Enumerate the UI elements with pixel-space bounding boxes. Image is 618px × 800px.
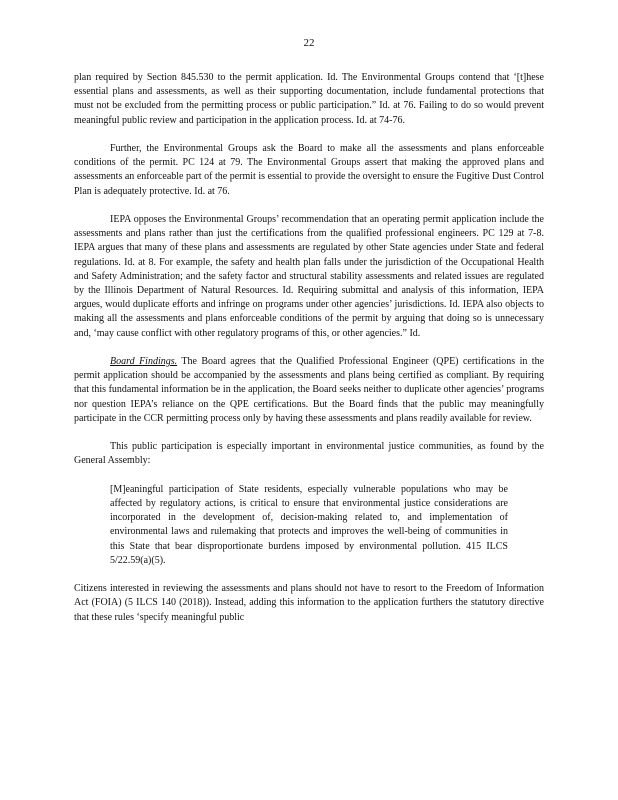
paragraph-4-text: The Board agrees that the Qualified Professional Engineer (QPE) certifications in the permit application should be accompanied by the assessments and plans being certified as compliant. By requiring that this fundamental information be in the application, the Board seeks neither to duplicate other agencies’ programs nor question IEPA’s reliance on the QPE certifications. But the Board finds that the public may meaningfully participate in the CCR permitting process only by having these assessments and plans readily available for review. <box>74 356 545 424</box>
paragraph-1: plan required by Section 845.530 to the permit application. Id. The Environmental Groups contend that ‘[t]hese essential plans and assessments, as well as their supporting documentation, include fundamental protections that must not be excluded from the permitting process or public participation.” Id. at 76. Failing to do so would prevent meaningful public review and participation in the application process. Id. at 74-76. <box>74 72 544 126</box>
page-number: 22 <box>303 37 315 49</box>
paragraph-2: Further, the Environmental Groups ask the Board to make all the assessments and plans enforceable conditions of the permit. PC 124 at 79. The Environmental Groups assert that making the approved plans and assessments an enforceable part of the permit is essential to provide the oversight to ensure the Fugitive Dust Control Plan is adequately protective. Id. at 76. <box>74 143 544 197</box>
statutory-blockquote: [M]eaningful participation of State residents, especially vulnerable populations who may be affected by regulatory actions, is critical to ensure that environmental justice considerations are incorporated in the development of, decision-making related to, and implementation of environmental laws and rulemaking that protects and improves the well-being of communities in this State that bear disproportionate burdens imposed by environmental pollution. 415 ILCS 5/22.59(a)(5). <box>110 483 508 566</box>
paragraph-5: This public participation is especially important in environmental justice communities, as found by the General Assembly: <box>74 441 544 467</box>
board-findings-heading: Board Findings. <box>110 356 178 368</box>
paragraph-4 <box>74 355 544 426</box>
closing-paragraph: Citizens interested in reviewing the assessments and plans should not have to resort to the Freedom of Information Act (FOIA) (5 ILCS 140 (2018)). Instead, adding this information to the application furthers the statutory directive that these rules ‘specify meaningful public <box>74 583 544 623</box>
paragraph-3: IEPA opposes the Environmental Groups’ recommendation that an operating permit application include the assessments and plans rather than just the certifications from the qualified professional engineers. PC 129 at 7-8. IEPA argues that many of these plans and assessments are regulated by other State agencies under State and federal regulations. Id. at 8. For example, the safety and health plan falls under the jurisdiction of the Occupational Health and Safety Administration; and the safety factor and structural stability assessments and related issues are regulated by the Illinois Department of Natural Resources. Id. Requiring submittal and analysis of this information, IEPA argues, would duplicate efforts and infringe on programs under other agencies’ jurisdictions. Id. IEPA also objects to making all the assessments and plans enforceable conditions of the permit by arguing that doing so is unnecessary and, ‘may cause conflict with other regulatory programs of this, or other agencies.” Id. <box>74 214 544 339</box>
body-text <box>74 71 544 639</box>
